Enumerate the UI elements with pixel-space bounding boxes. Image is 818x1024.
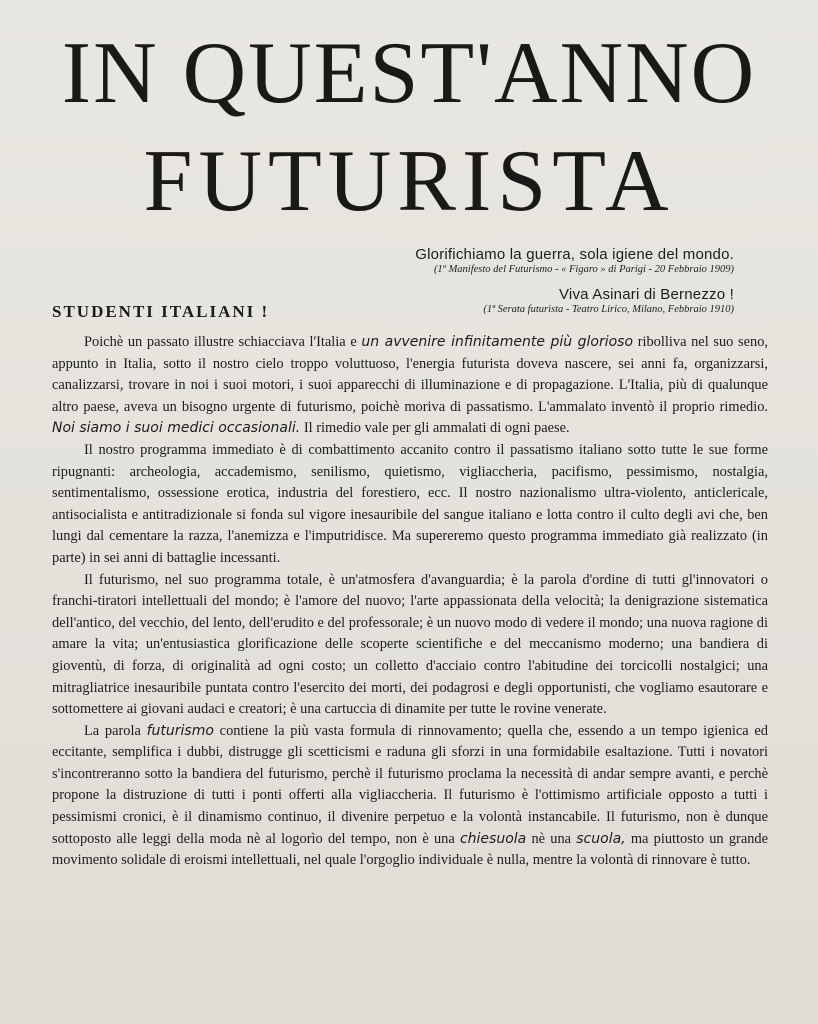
body-text: nè una xyxy=(526,830,577,847)
motto-1-citation: (1º Manifesto del Futurismo - « Figaro » di Parigi - 20 Febbraio 1909) xyxy=(433,264,734,275)
body-paragraph xyxy=(52,721,768,872)
body-text: ribolliva nel suo seno, appunto in Italia, sotto il nostro cielo troppo voluttuoso, l'energia futurista doveva nascere, sei anni fa, organizzarsi, canalizzarsi, trovare in noi i suoi motori, i suoi apparecchi di illuminazione e di propagazione. L'Italia, più di qualunque altro paese, aveva un bisogno urgente di futurismo, poichè moriva di passatismo. L'ammalato inventò il proprio rimedio. xyxy=(52,334,768,415)
title-line-2: FUTURISTA xyxy=(143,133,675,230)
motto-2 xyxy=(483,286,734,315)
body-paragraph xyxy=(52,570,768,721)
emphasis-text: futurismo xyxy=(146,722,214,739)
emphasis-text: un avvenire infinitamente più glorioso xyxy=(361,334,634,350)
emphasis-text: scuola, xyxy=(576,830,626,847)
motto-2-citation: (1ª Serata futurista - Teatro Lirico, Milano, Febbraio 1910) xyxy=(483,304,734,315)
title-line-1: IN QUEST'ANNO xyxy=(61,25,757,122)
emphasis-text: Noi siamo i suoi medici occasionali. xyxy=(52,420,301,437)
motto-2-text: Viva Asinari di Bernezzo ! xyxy=(558,286,734,303)
manifesto-body xyxy=(52,332,768,872)
body-text: Il futurismo, nel suo programma totale, è un'atmosfera d'avanguardia; è la parola d'ordine di tutti gl'innovatori o franchi-tiratori intellettuali del mondo; è l'amore del nuovo; l'arte appassionata della velocità; la denigrazione sistematica dell'antico, del vecchio, del lento, dell'erudito e del professorale; è un nuovo modo di vedere il mondo; una nuova ragione di amare la vita; un'entusiastica glorificazione delle scoperte scientifiche e del meccanismo moderno; una bandiera di gioventù, di forza, di originalità ad ogni costo; un colletto d'acciaio contro l'abitudine dei torcicolli nostalgici; una mitragliatrice inesauribile puntata contro l'esercito dei morti, dei podagrosi e degli opportunisti, che vogliamo esautorare e sottomettere ai giovani audaci e creatori; è una cartuccia di dinamite per tutte le rovine venerate. xyxy=(52,571,768,718)
emphasis-text: chiesuola xyxy=(459,830,527,847)
motto-1 xyxy=(415,246,734,275)
body-text: ma piuttosto un grande movimento solidale di eroismi intellettuali, nel quale l'orgoglio individuale è nulla, mentre la volontà di rinnovare è tutto. xyxy=(52,830,769,869)
body-text: Poichè un passato illustre schiacciava l'Italia e xyxy=(84,334,362,350)
motto-1-text: Glorifichiamo la guerra, sola igiene del mondo. xyxy=(415,246,734,263)
body-text: contiene la più vasta formula di rinnovamento; quella che, essendo a un tempo igienica ed eccitante, semplifica i dubbi, distrugge gli scetticismi e raduna gli sforzi in una formidabile esaltazione. Tutti i novatori s'incontreranno sotto la bandiera del futurismo, perchè il futurismo proclama la necessità di andar sempre avanti, e perchè propone la distruzione di tutti i ponti offerti alla vigliaccheria. Il futurismo è l'ottimismo artificiale opposto a tutti i pessimismi cronici, è il dinamismo continuo, il divenire perpetuo e la volontà instancabile. Il futurismo, non è dunque sottoposto alle leggi della moda nè al logorìo del tempo, non è una xyxy=(52,722,768,847)
body-text: La parola xyxy=(84,722,147,739)
body-paragraph xyxy=(52,440,768,570)
body-text: Il nostro programma immediato è di combattimento accanito contro il passatismo italiano sotto tutte le sue forme ripugnanti: archeologia, accademismo, senilismo, quietismo, vigliaccheria, pacifismo, pessimismo, nostalgia, sentimentalismo, ossessione erotica, industria del forestiero, ecc. Il nostro nazionalismo ultra-violento, anticlericale, antisocialista e antitradizionale si fonda sul vigore inesauribile del sangue italiano e lotta contro il culto degli avi che, ben lungi dal cementare la razza, l'anemizza e l'imputridisce. Ma supereremo questo programma immediato già realizzato (in parte) in sei anni di battaglie incessanti. xyxy=(52,441,768,566)
section-heading: STUDENTI ITALIANI ! xyxy=(52,302,270,321)
body-paragraph xyxy=(52,332,768,440)
body-text: Il rimedio vale per gli ammalati di ogni paese. xyxy=(300,420,570,437)
